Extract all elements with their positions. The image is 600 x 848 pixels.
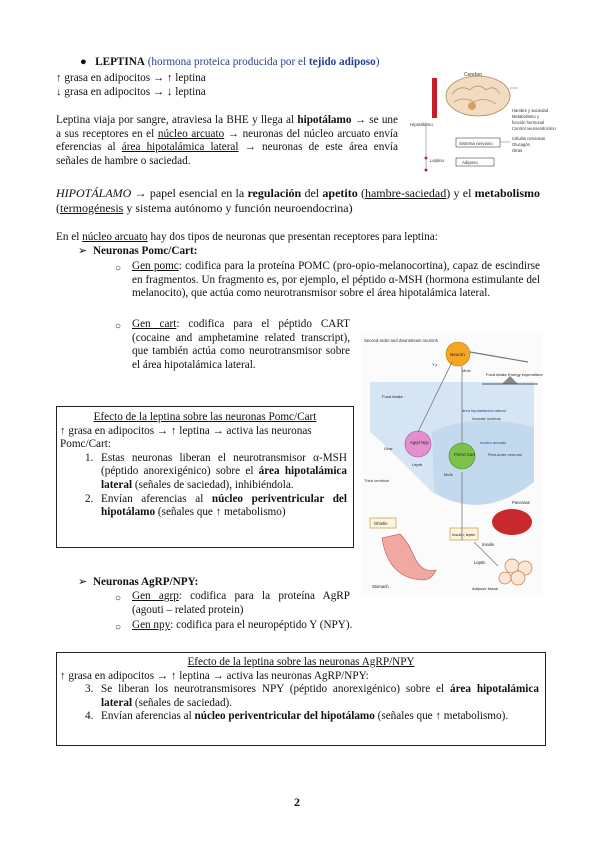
box-item-2 bbox=[57, 493, 353, 520]
t: Se liberan los neurotransmisores NPY (péptido anorexigénico) sobre el bbox=[101, 683, 451, 696]
t: núcleo periventricular del hipotálamo bbox=[194, 710, 375, 723]
t: apetito bbox=[322, 186, 358, 200]
t: Neuronas AgRP/NPY: bbox=[92, 576, 199, 588]
t: → papel esencial en la bbox=[131, 186, 248, 200]
label: Energy expenditure bbox=[508, 372, 543, 377]
page-number: 2 bbox=[294, 795, 300, 809]
leptina-line2: ↓ grasa en adipocitos → ↓ leptina bbox=[56, 86, 206, 98]
label: Mc3r bbox=[444, 472, 453, 477]
t: Estas neuronas liberan el neurotransmisor α-MSH (péptido anorexigénico) sobre el bbox=[101, 451, 347, 478]
arrow-icon: ➢ bbox=[78, 576, 88, 588]
label: Y₁r bbox=[432, 362, 438, 367]
box-line: ↑ grasa en adipocitos → ↑ leptina → activa las neuronas AgRP/NPY: bbox=[60, 669, 369, 682]
label: Second-order and downstream neurons bbox=[364, 338, 438, 343]
circle-bullet-icon: ○ bbox=[115, 321, 122, 332]
t: área hipotalámica lateral bbox=[101, 465, 347, 491]
brain-icon bbox=[446, 76, 510, 116]
t: ( bbox=[56, 200, 60, 215]
t: Envían aferencias al bbox=[101, 492, 212, 505]
t: Gen pomc bbox=[132, 260, 179, 272]
t: Gen agrp bbox=[132, 590, 179, 602]
label: Metabolismo y bbox=[512, 114, 539, 119]
t: hambre-saciedad bbox=[364, 186, 447, 200]
t: (señales de saciedad). bbox=[132, 696, 233, 709]
label: Stomach bbox=[372, 584, 389, 589]
label: Pomc/ Cart bbox=[454, 452, 475, 457]
arcuato-line bbox=[56, 231, 438, 245]
label: Hambre y saciedad bbox=[512, 108, 549, 113]
paren: ) bbox=[375, 56, 380, 68]
t: y sistema autónomo y función neuroendocrina) bbox=[123, 200, 353, 215]
arrow-icon: ➢ bbox=[78, 245, 88, 257]
t: Neuronas Pomc/Cart: bbox=[92, 245, 198, 257]
gen-agrp bbox=[132, 590, 350, 617]
t: 1. bbox=[85, 451, 94, 464]
label: Food intake bbox=[486, 372, 507, 377]
label: Leptina bbox=[430, 158, 444, 163]
t: 4. bbox=[85, 710, 94, 723]
label: Control neuroendocrino bbox=[512, 126, 556, 131]
box-title: Efecto de la leptina sobre las neuronas AgRP/NPY bbox=[187, 656, 415, 668]
box-item-1 bbox=[57, 452, 353, 493]
label: Food intake bbox=[382, 394, 403, 399]
t: del bbox=[301, 186, 323, 200]
t: termogénesis bbox=[60, 200, 124, 215]
bullet-icon: ● bbox=[80, 56, 87, 68]
label: Third ventricle bbox=[364, 478, 390, 483]
circle-bullet-icon: ○ bbox=[115, 622, 122, 633]
t: hipotálamo bbox=[297, 114, 352, 126]
label: Hipotálamo bbox=[410, 122, 433, 127]
label: First-order neurons bbox=[488, 452, 523, 457]
leptina-title: LEPTINA bbox=[95, 56, 145, 68]
hypothalamus-icon bbox=[468, 102, 476, 110]
box-title: Efecto de la leptina sobre las neuronas Pomc/Cart bbox=[93, 411, 317, 423]
leptin-pathway-diagram bbox=[362, 332, 542, 596]
hipotalamo-paragraph bbox=[56, 186, 540, 215]
t: núcleo arcuato bbox=[157, 127, 225, 140]
t: hay dos tipos de neuronas que presentan receptores para leptina: bbox=[147, 231, 438, 243]
label: Células nerviosas bbox=[512, 136, 546, 141]
t: núcleo periventricular del hipotálamo bbox=[101, 492, 347, 519]
box-item-4 bbox=[57, 710, 545, 724]
label: Adiposo bbox=[462, 160, 478, 165]
t: → neuronas de este área envía señales de hambre o saciedad. bbox=[56, 141, 398, 167]
label: Ghrelin bbox=[374, 521, 388, 526]
t: : codifica para la proteína POMC (pro-opio-melanocortina), capaz de escindirse en fragmentos. Un fragmento es, por ejemplo, el péptido α-MSH (hormona estimulante del melanocito), que actúa como neurotransmisor sobre el área hipotalámica lateral. bbox=[132, 260, 540, 300]
t: Gen cart bbox=[132, 318, 177, 330]
label: área hipotalámica lateral bbox=[462, 408, 506, 413]
t: (señales que ↑ metabolismo). bbox=[374, 710, 509, 723]
gen-cart bbox=[132, 318, 350, 372]
t: → neuronas del núcleo arcuato envía eferencias al bbox=[56, 127, 398, 154]
label: Insulin, leptin bbox=[452, 532, 476, 537]
arcuate-region bbox=[432, 421, 534, 505]
gen-npy bbox=[132, 619, 352, 633]
t: En el bbox=[56, 231, 83, 243]
t: Envían aferencias al bbox=[101, 710, 195, 723]
t: HIPOTÁLAMO bbox=[56, 186, 132, 200]
pomc-heading bbox=[78, 245, 197, 259]
label: función hormonal bbox=[512, 120, 545, 125]
leptina-tissue: tejido adiposo bbox=[308, 56, 376, 68]
circle-bullet-icon: ○ bbox=[115, 593, 122, 604]
box-pomc-effect bbox=[56, 406, 354, 548]
box-agrp-effect bbox=[56, 652, 546, 746]
label: Otras bbox=[512, 148, 523, 153]
t: (señales que ↑ metabolismo) bbox=[155, 506, 286, 519]
t: área hipotalámica lateral bbox=[121, 141, 239, 154]
t: → se une a sus receptores en el bbox=[56, 114, 398, 140]
t: área hipotalámica lateral bbox=[101, 683, 539, 709]
label: Adipose tissue bbox=[472, 586, 499, 591]
t: 2. bbox=[85, 492, 94, 505]
label: Mc4r bbox=[462, 368, 471, 373]
label: núcleo arcuato bbox=[480, 440, 507, 445]
label: Cerebro bbox=[464, 72, 483, 78]
t: : codifica para la proteína AgRP (agouti – related protein) bbox=[132, 590, 350, 616]
gen-pomc bbox=[132, 260, 540, 301]
label: Neuron bbox=[450, 352, 465, 357]
agrp-heading bbox=[78, 576, 198, 590]
leptina-desc: hormona proteica producida por el bbox=[151, 56, 309, 68]
t: núcleo arcuato bbox=[82, 231, 148, 243]
leptina-heading bbox=[80, 56, 379, 70]
t: ) y el bbox=[446, 186, 475, 200]
label: Leprb bbox=[412, 462, 423, 467]
leptina-line1: ↑ grasa en adipocitos → ↑ leptina bbox=[56, 72, 206, 84]
label: Ghsr bbox=[384, 446, 393, 451]
label: Pancreas bbox=[512, 500, 530, 505]
label: Agrp/ Npy bbox=[410, 440, 429, 445]
label: Insulin bbox=[482, 542, 495, 547]
t: : codifica para el péptido CART (cocaine and amphetamine related transcript), que también actúa como neurotransmisor sobre el área hipotalámica lateral. bbox=[132, 318, 350, 371]
box-item-3 bbox=[57, 683, 545, 710]
t: ( bbox=[357, 186, 365, 200]
circle-bullet-icon: ○ bbox=[115, 263, 122, 274]
pancreas-icon bbox=[492, 509, 532, 535]
box-line: ↑ grasa en adipocitos → ↑ leptina → activa las neuronas Pomc/Cart: bbox=[60, 424, 312, 451]
t: (señales de saciedad), inhibiéndola. bbox=[132, 478, 294, 491]
label: Arcuate nucleus bbox=[472, 416, 501, 421]
t: metabolismo bbox=[474, 186, 540, 200]
t: : codifica para el neuropéptido Y (NPY). bbox=[170, 619, 353, 631]
t: Leptina viaja por sangre, atraviesa la BHE y llega al bbox=[56, 114, 298, 126]
t: Gen npy bbox=[132, 619, 171, 631]
red-bar bbox=[432, 78, 437, 118]
label: Glucagón bbox=[512, 142, 530, 147]
paren: ( bbox=[144, 56, 152, 68]
leptina-paragraph bbox=[56, 114, 398, 168]
label: Leptin bbox=[474, 560, 486, 565]
t: 3. bbox=[85, 683, 94, 696]
t: regulación bbox=[247, 186, 302, 200]
brain-diagram bbox=[410, 66, 556, 178]
label: Sistema nervioso bbox=[459, 141, 493, 146]
